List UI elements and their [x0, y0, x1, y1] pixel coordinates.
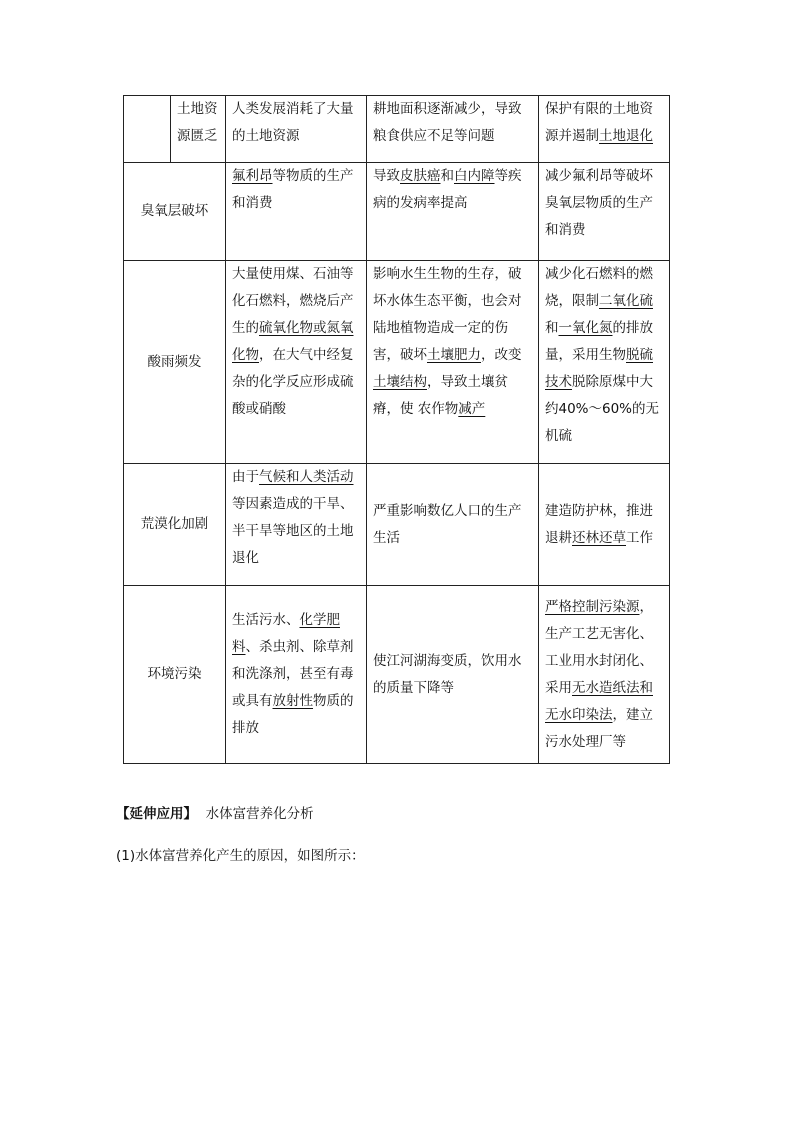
text-segment: 保护有限的土地资源并遏制: [545, 101, 653, 144]
text-segment: 物质的排放: [232, 693, 354, 736]
text-segment: 导致: [373, 168, 400, 184]
underlined-term: 减产: [458, 401, 486, 417]
cause-cell: [226, 96, 367, 163]
cause-cell: [226, 586, 367, 764]
underlined-term: 气候和人类活动: [259, 469, 354, 485]
text-segment: 建造防护林，推进退耕: [545, 502, 653, 546]
text-segment: 和: [440, 168, 454, 184]
underlined-term: 硫氧化物或氮氧化物: [232, 320, 354, 363]
underlined-term: 脱硫技术: [545, 347, 653, 390]
underlined-term: 一氧化氮: [558, 320, 613, 336]
text-segment: ，建立污水处理厂等: [545, 706, 653, 750]
text-segment: 减少化石燃料的燃烧，限制: [545, 266, 653, 309]
harm-cell: [367, 261, 539, 464]
harm-cell: [367, 96, 539, 163]
subpoint-text: (1)水体富营养化产生的原因，如图所示：: [116, 848, 365, 864]
category-cell: 荒漠化加剧: [124, 464, 226, 586]
cause-cell: [226, 464, 367, 586]
underlined-term: 土壤肥力: [427, 347, 481, 363]
extension-title: 水体富营养化分析: [205, 806, 314, 822]
extension-heading: [116, 804, 314, 824]
underlined-term: 还林还草: [572, 529, 626, 546]
category-cell-empty: [124, 96, 171, 163]
underlined-term: 化学肥料: [232, 612, 340, 655]
measure-cell: [539, 464, 670, 586]
measure-cell: [539, 586, 670, 764]
text-segment: 脱除原煤中大约40%～60%的无机硫: [545, 374, 660, 444]
text-segment: 影响水生生物的生存，破坏水体生态平衡，也会对陆地植物造成一定的伤害，破坏: [373, 266, 522, 363]
cause-cell: [226, 261, 367, 464]
text-segment: 工作: [626, 529, 653, 546]
table-row: [124, 163, 670, 261]
text-segment: ，在大气中经复杂的化学反应形成硫酸或硝酸: [232, 347, 354, 417]
table-row: [124, 464, 670, 586]
text-segment: 使江河湖海变质，饮用水的质量下降等: [373, 652, 522, 696]
underlined-term: 土地退化: [599, 128, 653, 144]
text-segment: 严重影响数亿人口的生产生活: [373, 502, 522, 546]
underlined-term: 白内障: [454, 168, 495, 184]
text-segment: ，生产工艺无害化、工业用水封闭化、采用: [545, 598, 653, 696]
measure-cell: [539, 96, 670, 163]
text-segment: 、杀虫剂、除草剂和洗涤剂，甚至有毒或具有: [232, 639, 354, 709]
underlined-term: 土壤结构: [373, 374, 427, 390]
extension-tag: 【延伸应用】: [116, 806, 197, 822]
underlined-term: 放射性: [272, 693, 313, 709]
table-row: [124, 586, 670, 764]
text-segment: 人类发展消耗了大量的土地资源: [232, 101, 354, 144]
harm-cell: [367, 163, 539, 261]
text-segment: 大量使用煤、石油等化石燃料，燃烧后产生的: [232, 266, 354, 336]
text-segment: 减少氟利昂等破坏臭氧层物质的生产和消费: [545, 168, 653, 238]
measure-cell: [539, 163, 670, 261]
subcategory-cell: [171, 96, 226, 163]
text-segment: 等因素造成的干旱、半干旱等地区的土地退化: [232, 496, 354, 566]
underlined-term: 氟利昂: [232, 168, 273, 184]
text-segment: 的排放量，采用生物: [545, 320, 653, 363]
text-segment: 由于: [232, 469, 259, 485]
environment-problems-table: [123, 95, 670, 764]
text-segment: 等疾病的发病率提高: [373, 168, 522, 211]
table-row: [124, 96, 670, 163]
text-segment: 生活污水、: [232, 612, 300, 628]
text-segment: ，导致土壤贫瘠，使 农作物: [373, 374, 508, 417]
underlined-term: 无水造纸法和无水印染法: [545, 679, 653, 723]
subcategory-text: 土地资源匮乏: [177, 101, 218, 144]
underlined-term: 严格控制污染源: [545, 598, 640, 615]
harm-cell: [367, 586, 539, 764]
category-cell: 臭氧层破坏: [124, 163, 226, 261]
harm-cell: [367, 464, 539, 586]
text-segment: 耕地面积逐渐减少，导致粮食供应不足等问题: [373, 101, 522, 144]
category-cell: 环境污染: [124, 586, 226, 764]
text-segment: 等物质的生产和消费: [232, 168, 354, 211]
table-row: [124, 261, 670, 464]
underlined-term: 皮肤癌: [400, 168, 441, 184]
cause-cell: [226, 163, 367, 261]
category-cell: 酸雨频发: [124, 261, 226, 464]
text-segment: 和: [545, 320, 559, 336]
underlined-term: 二氧化硫: [599, 293, 653, 309]
measure-cell: [539, 261, 670, 464]
text-segment: ，改变: [481, 347, 522, 363]
